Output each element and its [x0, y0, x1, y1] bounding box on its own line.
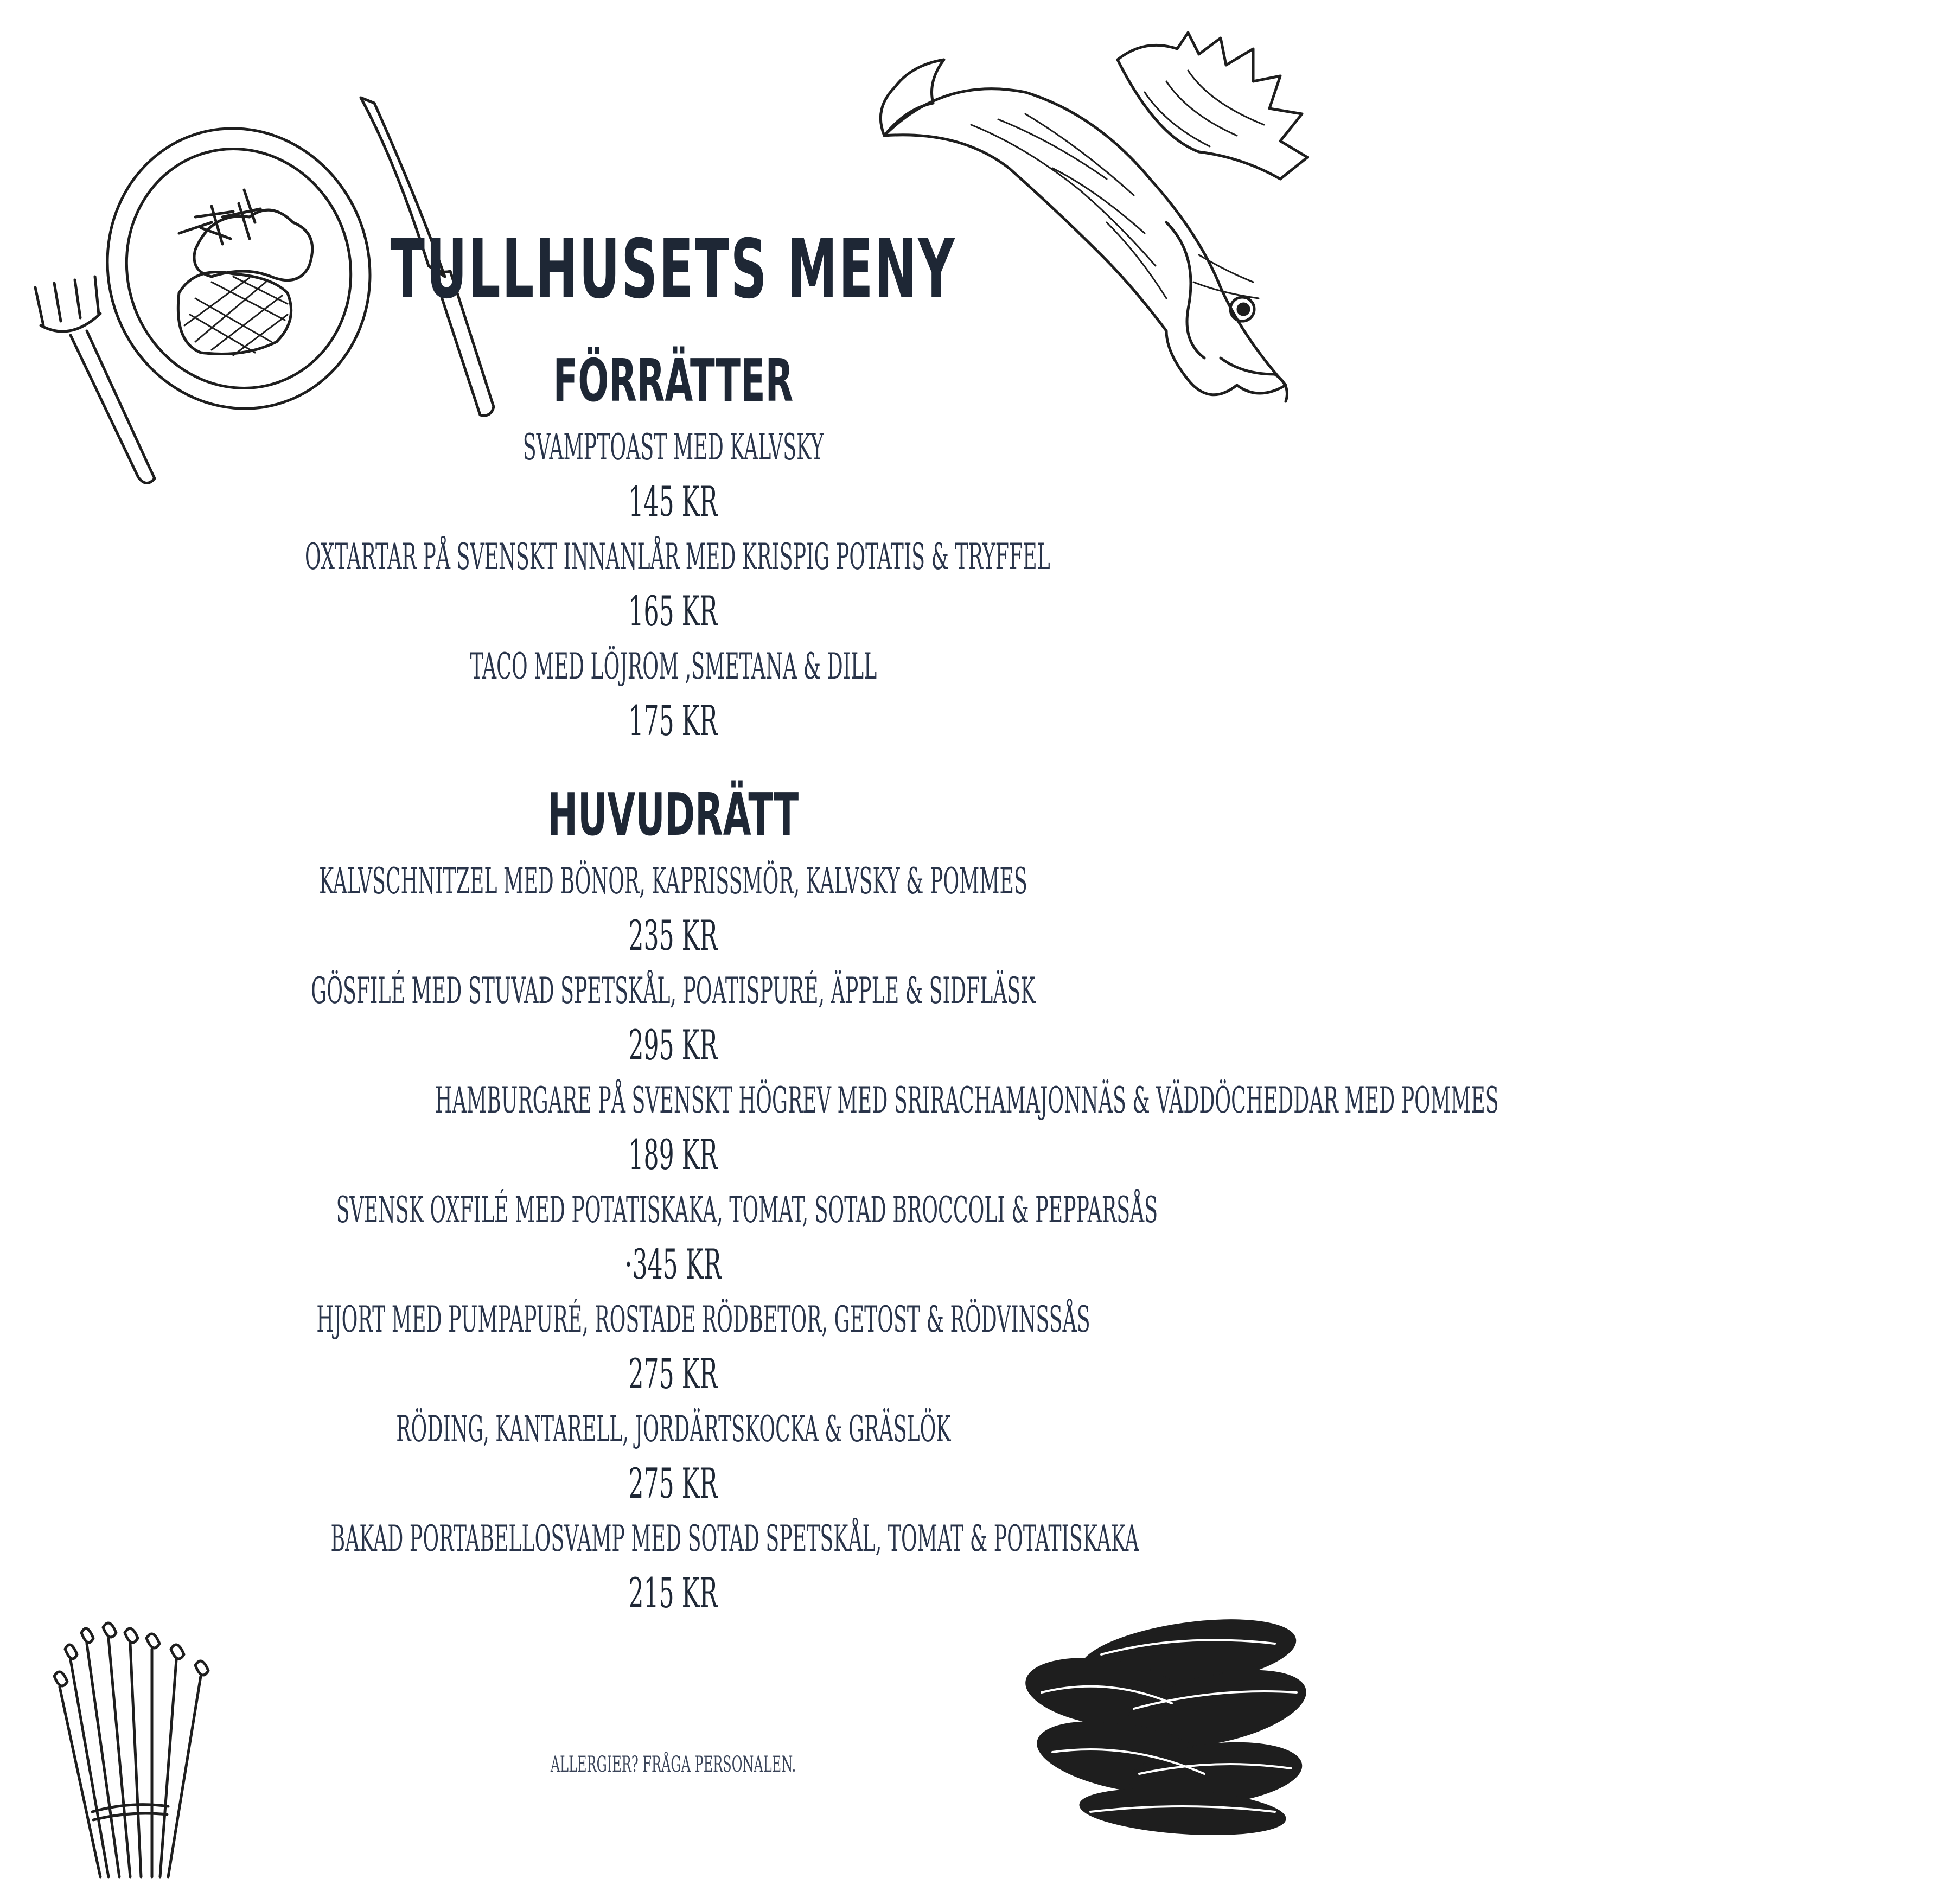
menu-item-name: GÖSFILÉ MED STUVAD SPETSKÅL, POATISPURÉ, ÄPPLE & SIDFLÄSK: [311, 970, 1036, 1012]
menu-item-price: 275 KR: [628, 1350, 718, 1398]
menu-item-price: 189 KR: [628, 1130, 718, 1179]
menu-item-price: ·345 KR: [624, 1240, 722, 1288]
menu-item-name: SVAMPTOAST MED KALVSKY: [522, 426, 824, 468]
menu-item-name: RÖDING, KANTARELL, JORDÄRTSKOCKA & GRÄSLÖK: [395, 1408, 951, 1450]
menu-item-price: 215 KR: [628, 1569, 718, 1617]
menu-item-name: TACO MED LÖJROM ,SMETANA & DILL: [470, 646, 877, 687]
menu-item-price: 275 KR: [628, 1459, 718, 1507]
allergy-note: ALLERGIER? FRÅGA PERSONALEN.: [550, 1752, 796, 1777]
menu-item-price: 145 KR: [628, 477, 718, 526]
asparagus-icon: [49, 1606, 233, 1888]
menu-item-name: SVENSK OXFILÉ MED POTATISKAKA, TOMAT, SOTAD BROCCOLI & PEPPARSÅS: [336, 1189, 1158, 1231]
menu-item-price: 235 KR: [628, 911, 718, 960]
section-heading-huvudratt: HUVUDRÄTT: [547, 781, 799, 849]
menu-item-name: HJORT MED PUMPAPURÉ, ROSTADE RÖDBETOR, GETOST & RÖDVINSSÅS: [316, 1299, 1090, 1340]
menu-item-name: BAKAD PORTABELLOSVAMP MED SOTAD SPETSKÅL, TOMAT & POTATISKAKA: [330, 1518, 1139, 1560]
menu-item-name: HAMBURGARE PÅ SVENSKT HÖGREV MED SRIRACHAMAJONNÄS & VÄDDÖCHEDDAR MED POMMES: [435, 1079, 1499, 1121]
menu-item-name: OXTARTAR PÅ SVENSKT INNANLÅR MED KRISPIG POTATIS & TRYFFEL: [305, 536, 1050, 578]
menu-item-name: KALVSCHNITZEL MED BÖNOR, KAPRISSMÖR, KALVSKY & POMMES: [319, 860, 1027, 902]
menu-item-price: 175 KR: [628, 697, 718, 745]
section-heading-forratter: FÖRRÄTTER: [553, 347, 794, 415]
page-title: TULLHUSETS MENY: [390, 222, 956, 317]
menu-item-price: 295 KR: [628, 1021, 718, 1069]
menu-item-price: 165 KR: [628, 587, 718, 635]
mussels-icon: [1020, 1611, 1313, 1839]
